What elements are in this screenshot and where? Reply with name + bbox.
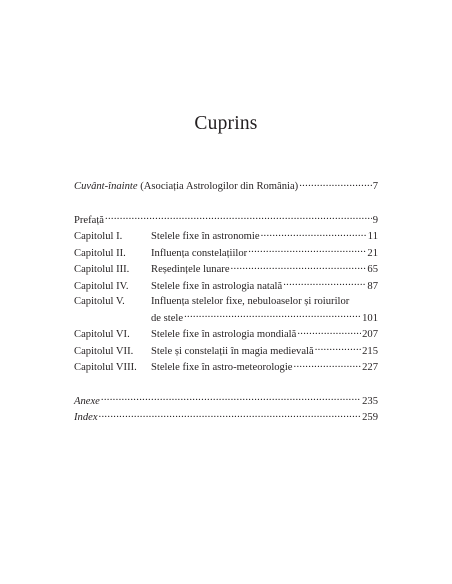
table-of-contents bbox=[74, 178, 378, 426]
toc-entry-foreword[interactable] bbox=[74, 178, 378, 195]
page-number: 101 bbox=[362, 312, 378, 324]
toc-entry-chapter-8[interactable] bbox=[74, 359, 378, 376]
chapter-number: Capitolul III. bbox=[74, 264, 130, 275]
chapter-title: Stelele fixe în astrologia natală bbox=[151, 280, 283, 292]
page-number: 215 bbox=[362, 345, 378, 357]
dot-leader bbox=[283, 278, 366, 289]
chapter-number: Capitolul VI. bbox=[74, 329, 130, 340]
appendix-title: Anexe bbox=[74, 395, 100, 407]
toc-entry-preface[interactable] bbox=[74, 212, 378, 229]
page-number: 235 bbox=[362, 395, 378, 407]
foreword-author: (Asociația Astrologilor din România) bbox=[140, 181, 299, 192]
chapter-number: Capitolul V. bbox=[74, 296, 125, 307]
chapter-number: Capitolul II. bbox=[74, 247, 126, 259]
dot-leader bbox=[184, 310, 361, 321]
dot-leader bbox=[101, 393, 361, 404]
page-number: 65 bbox=[367, 264, 378, 275]
toc-entry-index[interactable] bbox=[74, 409, 378, 426]
chapter-title: Stelele fixe în astronomie bbox=[151, 231, 260, 242]
toc-entry-chapter-4[interactable] bbox=[74, 278, 378, 295]
chapter-title-line-2: de stele bbox=[151, 312, 184, 324]
dot-leader bbox=[297, 326, 361, 337]
dot-leader bbox=[99, 409, 362, 420]
toc-entry-chapter-2[interactable] bbox=[74, 245, 378, 262]
toc-entry-chapter-6[interactable] bbox=[74, 326, 378, 343]
toc-entry-chapter-1[interactable] bbox=[74, 228, 378, 245]
page-number: 259 bbox=[362, 412, 378, 423]
chapter-number: Capitolul I. bbox=[74, 231, 123, 242]
chapter-number: Capitolul VIII. bbox=[74, 362, 137, 373]
dot-leader bbox=[261, 228, 367, 239]
dot-leader bbox=[299, 178, 371, 189]
toc-entry-appendix[interactable] bbox=[74, 393, 378, 410]
page-number: 7 bbox=[372, 181, 378, 192]
chapter-title: Reședințele lunare bbox=[151, 264, 230, 275]
dot-leader bbox=[105, 212, 372, 223]
chapter-title: Stelele fixe în astrologia mondială bbox=[151, 329, 297, 340]
page-number: 9 bbox=[372, 214, 378, 226]
page-number: 11 bbox=[367, 231, 378, 242]
foreword-title: Cuvânt-înainte bbox=[74, 181, 138, 192]
toc-entry-chapter-7[interactable] bbox=[74, 343, 378, 360]
chapter-number: Capitolul VII. bbox=[74, 345, 134, 357]
page-number: 227 bbox=[362, 362, 378, 373]
dot-leader bbox=[315, 343, 361, 354]
toc-entry-chapter-3[interactable] bbox=[74, 261, 378, 278]
page-number: 87 bbox=[367, 280, 378, 292]
toc-entry-chapter-5[interactable] bbox=[74, 294, 378, 326]
page-number: 21 bbox=[367, 247, 378, 259]
preface-title: Prefață bbox=[74, 214, 104, 226]
chapter-title: Stelele fixe în astro-meteorologie bbox=[151, 362, 293, 373]
chapter-title: Influența constelațiilor bbox=[151, 247, 248, 259]
page-number: 207 bbox=[362, 329, 378, 340]
page-title: Cuprins bbox=[194, 113, 258, 134]
chapter-number: Capitolul IV. bbox=[74, 280, 129, 292]
chapter-title-line-1: Influența stelelor fixe, nebuloaselor și roiurilor bbox=[151, 296, 350, 307]
dot-leader bbox=[248, 245, 366, 256]
dot-leader bbox=[294, 359, 362, 370]
index-title: Index bbox=[74, 412, 98, 423]
chapter-title: Stele și constelații în magia medievală bbox=[151, 345, 314, 357]
dot-leader bbox=[231, 261, 367, 272]
